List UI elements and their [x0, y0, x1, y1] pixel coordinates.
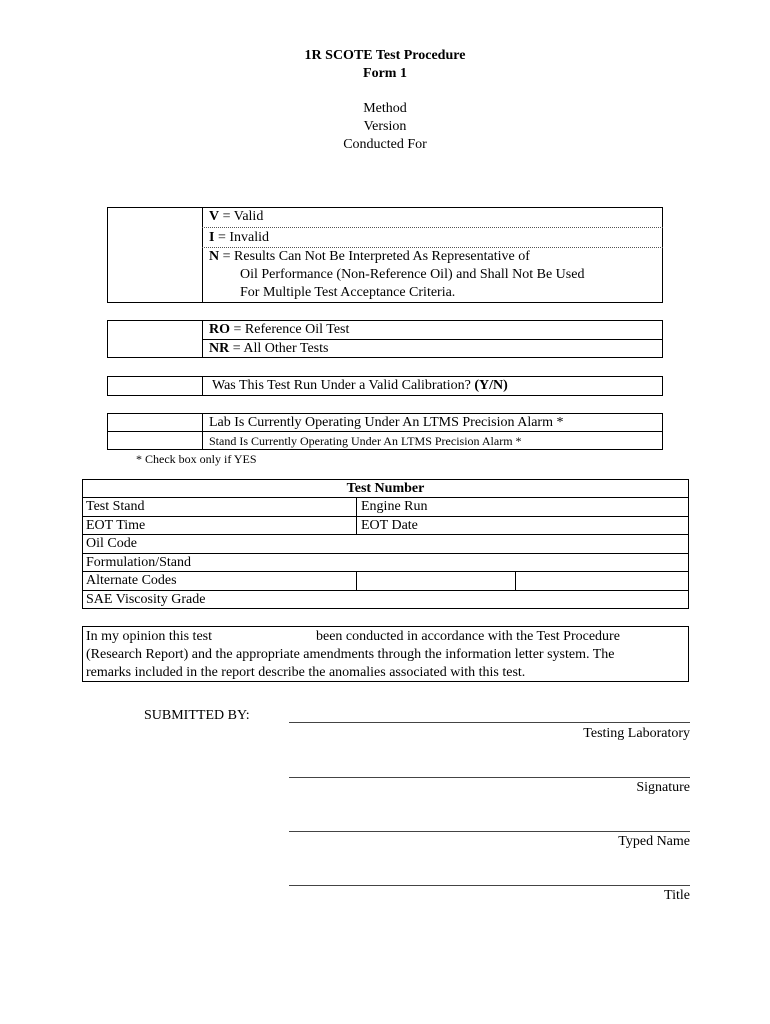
typed-name-label: Typed Name	[618, 834, 690, 849]
engine-run-field[interactable]: Engine Run	[361, 499, 428, 514]
validity-code-box[interactable]	[108, 208, 202, 302]
test-stand-field[interactable]: Test Stand	[86, 499, 145, 514]
typed-name-line[interactable]	[289, 831, 690, 832]
submitted-by-label: SUBMITTED BY:	[144, 708, 250, 723]
method-label: Method	[363, 101, 407, 116]
not-interpretable-line3: For Multiple Test Acceptance Criteria.	[240, 285, 456, 300]
opinion-line3: remarks included in the report describe the anomalies associated with this test.	[86, 665, 526, 680]
invalid-legend: I = Invalid	[209, 230, 270, 245]
alternate-code-2-field[interactable]	[357, 572, 515, 590]
not-interpretable-legend: N = Results Can Not Be Interpreted As Representative of	[209, 249, 530, 264]
testing-lab-label: Testing Laboratory	[583, 726, 690, 741]
stand-alarm-label: Stand Is Currently Operating Under An LTMS Precision Alarm *	[209, 434, 522, 448]
version-label: Version	[363, 119, 407, 134]
other-tests-legend: NR = All Other Tests	[209, 341, 329, 356]
title-label: Title	[664, 888, 690, 903]
sae-viscosity-grade-field[interactable]: SAE Viscosity Grade	[86, 592, 206, 607]
title-line[interactable]	[289, 885, 690, 886]
signature-label: Signature	[636, 780, 690, 795]
testing-lab-line[interactable]	[289, 722, 690, 723]
opinion-line1-start: In my opinion this test	[86, 629, 212, 644]
calibration-question: Was This Test Run Under a Valid Calibration? (Y/N)	[212, 378, 508, 393]
stand-alarm-checkbox[interactable]	[108, 432, 202, 449]
validity-divider	[202, 207, 203, 303]
opinion-line1-end: been conducted in accordance with the Test Procedure	[316, 629, 620, 644]
not-interpretable-line2: Oil Performance (Non-Reference Oil) and Shall Not Be Used	[240, 267, 585, 282]
conducted-for-label: Conducted For	[343, 137, 427, 152]
calibration-answer-box[interactable]	[108, 377, 202, 395]
eot-time-field[interactable]: EOT Time	[86, 518, 146, 533]
test-number-heading: Test Number	[346, 481, 425, 496]
reference-oil-legend: RO = Reference Oil Test	[209, 322, 350, 337]
form-label: Form 1	[363, 66, 407, 81]
opinion-line2: (Research Report) and the appropriate amendments through the information letter system. The	[86, 647, 615, 662]
formulation-stand-field[interactable]: Formulation/Stand	[86, 555, 191, 570]
oil-code-field[interactable]: Oil Code	[86, 536, 137, 551]
signature-line[interactable]	[289, 777, 690, 778]
alternate-code-3-field[interactable]	[516, 572, 688, 590]
oil-type-code-box[interactable]	[108, 321, 202, 357]
document-title: 1R SCOTE Test Procedure	[304, 48, 466, 63]
lab-alarm-label: Lab Is Currently Operating Under An LTMS Precision Alarm *	[209, 415, 564, 430]
opinion-has-hasnot-field[interactable]	[226, 628, 312, 645]
valid-legend: V = Valid	[209, 209, 264, 224]
alternate-codes-field[interactable]: Alternate Codes	[86, 573, 177, 588]
checkbox-note: * Check box only if YES	[136, 452, 257, 466]
eot-date-field[interactable]: EOT Date	[361, 518, 418, 533]
lab-alarm-checkbox[interactable]	[108, 414, 202, 431]
